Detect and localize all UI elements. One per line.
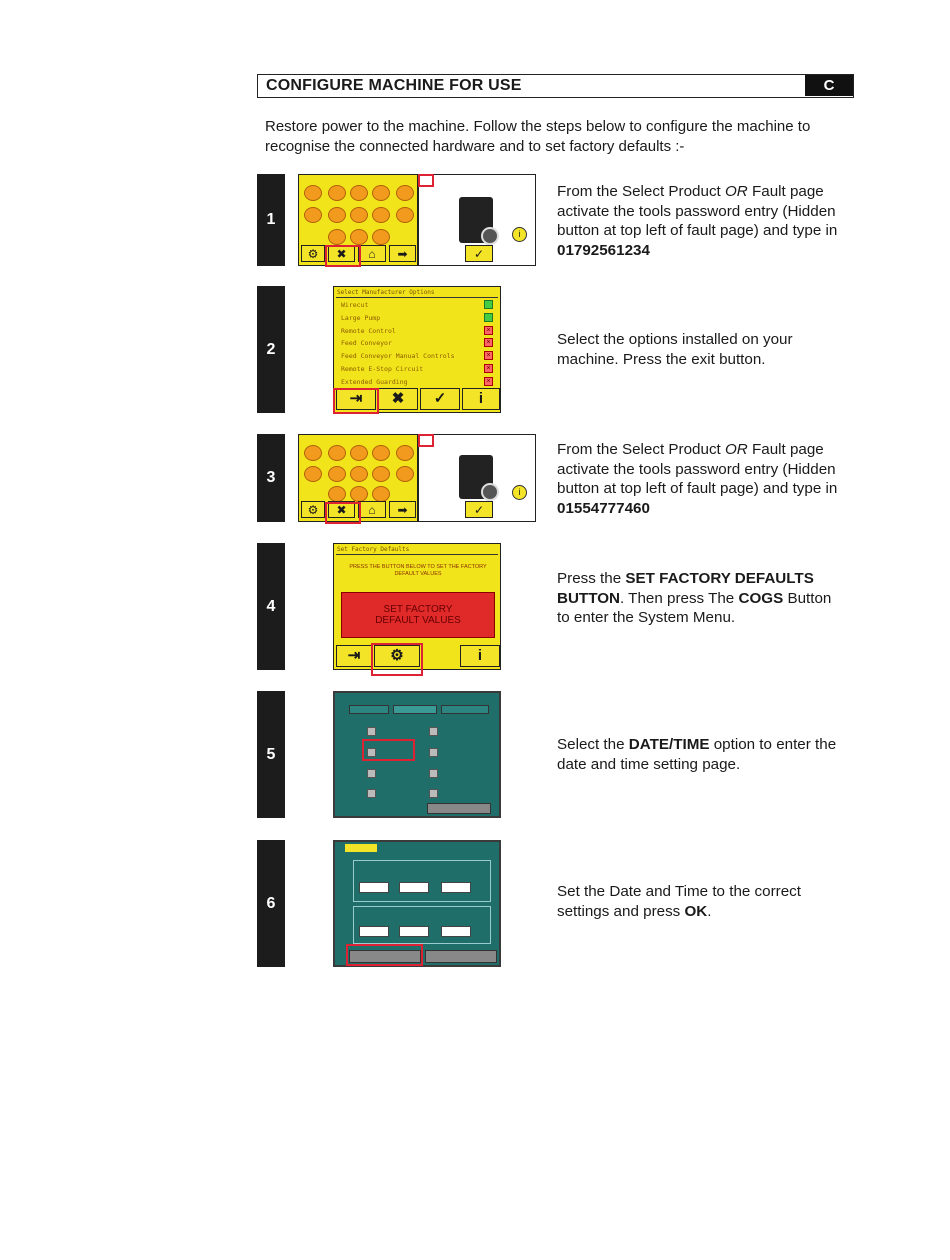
machine-wheel-icon bbox=[481, 483, 499, 501]
step-number: 4 bbox=[257, 543, 285, 670]
fault-screen bbox=[418, 174, 536, 266]
tools-button[interactable]: ✖ bbox=[328, 501, 355, 518]
step-number: 1 bbox=[257, 174, 285, 266]
option-disabled-checkbox[interactable]: × bbox=[484, 377, 493, 386]
date-group bbox=[353, 860, 491, 902]
highlight-box bbox=[333, 388, 379, 414]
fault-screen bbox=[418, 434, 536, 522]
product-toolbar-button[interactable]: ⚙ bbox=[301, 245, 325, 262]
machine-wheel-icon bbox=[481, 227, 499, 245]
highlight-box bbox=[325, 245, 361, 267]
option-row: Remote Control bbox=[341, 326, 396, 335]
step-description: Select the DATE/TIME option to enter the date and time setting page. bbox=[557, 736, 837, 773]
info-button[interactable]: i bbox=[462, 388, 500, 410]
option-row: Extended Guarding bbox=[341, 377, 408, 386]
section-header bbox=[257, 74, 854, 98]
options-title: Select Manufacturer Options bbox=[337, 289, 435, 296]
option-row: Feed Conveyor bbox=[341, 339, 392, 348]
step-number: 3 bbox=[257, 434, 285, 522]
option-disabled-checkbox[interactable]: × bbox=[484, 338, 493, 347]
lock-button[interactable]: ⌂ bbox=[358, 501, 386, 518]
set-factory-defaults-button[interactable]: SET FACTORY DEFAULT VALUES bbox=[341, 592, 495, 638]
option-disabled-checkbox[interactable]: × bbox=[484, 351, 493, 360]
date-time-highlight[interactable] bbox=[362, 739, 415, 761]
cancel-button[interactable] bbox=[425, 950, 497, 963]
product-toolbar-button[interactable]: ⚙ bbox=[301, 501, 325, 518]
exit-button[interactable]: ⇥ bbox=[336, 388, 376, 410]
hour-field[interactable] bbox=[359, 926, 389, 937]
option-enabled-checkbox[interactable] bbox=[484, 300, 493, 309]
section-title: CONFIGURE MACHINE FOR USE bbox=[266, 77, 522, 94]
tab[interactable] bbox=[393, 705, 437, 714]
screen-title-bar bbox=[345, 844, 377, 852]
option-row: Wirecut bbox=[341, 301, 369, 309]
seconds-field[interactable] bbox=[441, 926, 471, 937]
hidden-button-highlight[interactable] bbox=[418, 434, 434, 447]
step-number: 6 bbox=[257, 840, 285, 967]
minute-field[interactable] bbox=[399, 926, 429, 937]
tab[interactable] bbox=[441, 705, 489, 714]
next-arrow-button[interactable]: ➡ bbox=[389, 501, 416, 518]
ok-check-button[interactable]: ✓ bbox=[465, 501, 493, 518]
intro-text: Restore power to the machine. Follow the steps below to configure the machine to recognise the connected hardware and to set factory defaults :- bbox=[265, 118, 811, 155]
system-menu-button[interactable] bbox=[427, 803, 491, 814]
lock-button[interactable]: ⌂ bbox=[358, 245, 386, 262]
tools-button[interactable]: ✖ bbox=[378, 388, 418, 410]
day-field[interactable] bbox=[441, 882, 471, 893]
step-description: Press the SET FACTORY DEFAULTS BUTTON. Then press The COGS Button to enter the System Menu. bbox=[557, 570, 832, 626]
info-button[interactable]: i bbox=[460, 645, 500, 667]
hidden-button-highlight[interactable] bbox=[418, 174, 434, 187]
tools-button[interactable]: ✖ bbox=[328, 245, 355, 262]
highlight-box bbox=[325, 502, 361, 524]
step-number: 5 bbox=[257, 691, 285, 818]
tab[interactable] bbox=[349, 705, 389, 714]
option-disabled-checkbox[interactable]: × bbox=[484, 326, 493, 335]
step-description: From the Select Product OR Fault page activate the tools password entry (Hidden button at top left of fault page) and type in 01792561234 bbox=[557, 183, 838, 259]
factory-instruction: PRESS THE BUTTON BELOW TO SET THE FACTORY DEFAULT VALUES bbox=[349, 564, 487, 577]
option-disabled-checkbox[interactable]: × bbox=[484, 364, 493, 373]
cogs-button[interactable]: ⚙ bbox=[374, 645, 420, 667]
factory-title: Set Factory Defaults bbox=[337, 546, 410, 553]
option-row: Remote E-Stop Circuit bbox=[341, 365, 424, 373]
system-menu-screen bbox=[333, 691, 501, 818]
time-group bbox=[353, 906, 491, 944]
info-icon[interactable]: i bbox=[512, 485, 527, 500]
section-letter-badge: C bbox=[805, 75, 853, 96]
option-row: Feed Conveyor Manual Controls bbox=[341, 352, 455, 361]
next-arrow-button[interactable]: ➡ bbox=[389, 245, 416, 262]
step-description: Set the Date and Time to the correct settings and press OK. bbox=[557, 883, 801, 920]
option-row: Large Pump bbox=[341, 313, 381, 322]
year-field[interactable] bbox=[359, 882, 389, 893]
step-description: From the Select Product OR Fault page activate the tools password entry (Hidden button at top left of fault page) and type in 01554777460 bbox=[557, 441, 838, 517]
info-icon[interactable]: i bbox=[512, 227, 527, 242]
option-enabled-checkbox[interactable] bbox=[484, 313, 493, 322]
step-number: 2 bbox=[257, 286, 285, 413]
ok-highlight bbox=[346, 944, 423, 966]
step-description: Select the options installed on your machine. Press the exit button. bbox=[557, 331, 793, 368]
ok-check-button[interactable]: ✓ bbox=[465, 245, 493, 262]
ok-check-button[interactable]: ✓ bbox=[420, 388, 460, 410]
highlight-box bbox=[371, 643, 423, 676]
month-field[interactable] bbox=[399, 882, 429, 893]
exit-button[interactable]: ⇥ bbox=[336, 645, 372, 667]
